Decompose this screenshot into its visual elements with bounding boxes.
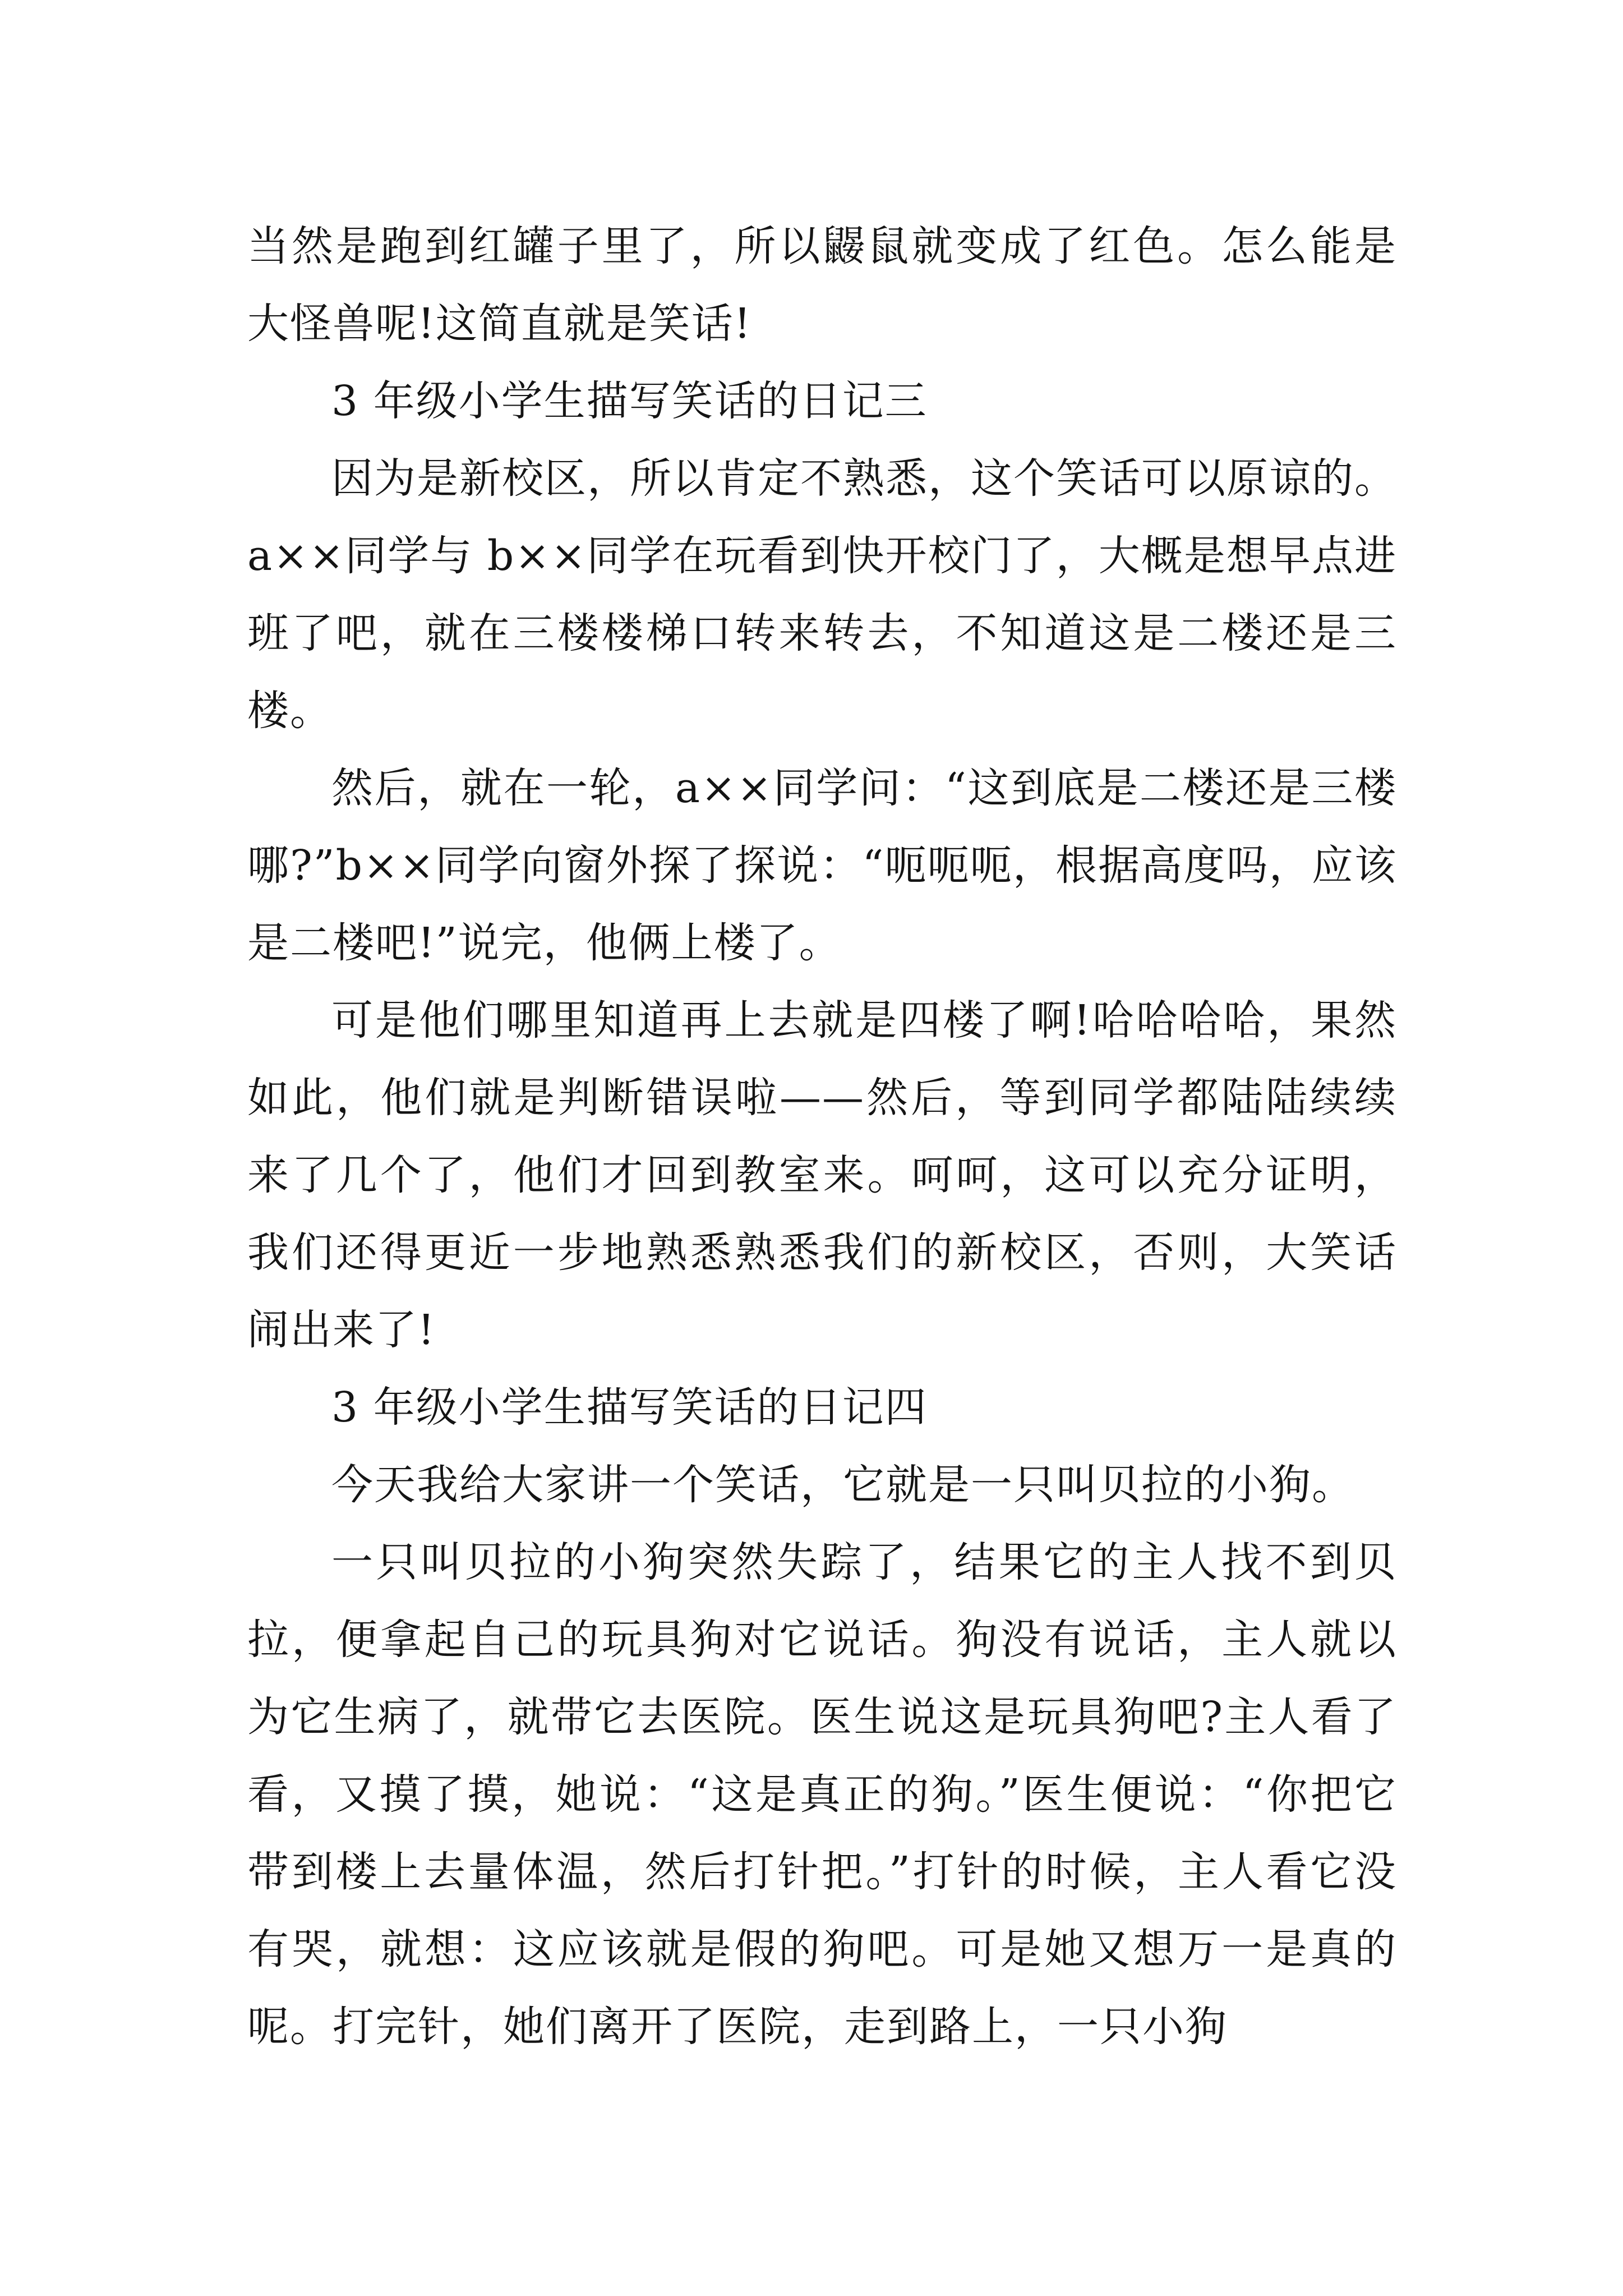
- paragraph: 因为是新校区，所以肯定不熟悉，这个笑话可以原谅的。a××同学与 b××同学在玩看到快开校门了，大概是想早点进班了吧，就在三楼楼梯口转来转去，不知道这是二楼还是三楼。: [247, 454, 1397, 735]
- section-heading-diary-3: 3 年级小学生描写笑话的日记三: [331, 377, 928, 425]
- paragraph: 今天我给大家讲一个笑话，它就是一只叫贝拉的小狗。: [331, 1461, 1354, 1509]
- paragraph: 一只叫贝拉的小狗突然失踪了，结果它的主人找不到贝拉，便拿起自己的玩具狗对它说话。狗没有说话，主人就以为它生病了，就带它去医院。医生说这是玩具狗吧?主人看了看，又摸了摸，她说：“这是真正的狗。”医生便说：“你把它带到楼上去量体温，然后打针把。”打针的时候，主人看它没有哭，就想：这应该就是假的狗吧。可是她又想万一是真的呢。打完针，她们离开了医院，走到路上，一只小狗: [247, 1538, 1397, 2051]
- continuation-paragraph: 当然是跑到红罐子里了，所以鼹鼠就变成了红色。怎么能是大怪兽呢!这简直就是笑话!: [247, 222, 1397, 348]
- paragraph: 然后，就在一轮，a××同学问：“这到底是二楼还是三楼哪?”b××同学向窗外探了探说：“呃呃呃，根据高度吗，应该是二楼吧!”说完，他俩上楼了。: [247, 764, 1397, 967]
- document-body: [247, 208, 1397, 2065]
- section-heading-diary-4: 3 年级小学生描写笑话的日记四: [331, 1383, 928, 1432]
- paragraph: 可是他们哪里知道再上去就是四楼了啊!哈哈哈哈，果然如此，他们就是判断错误啦——然后，等到同学都陆陆续续来了几个了，他们才回到教室来。呵呵，这可以充分证明，我们还得更近一步地熟悉熟悉我们的新校区，否则，大笑话闹出来了!: [247, 996, 1397, 1354]
